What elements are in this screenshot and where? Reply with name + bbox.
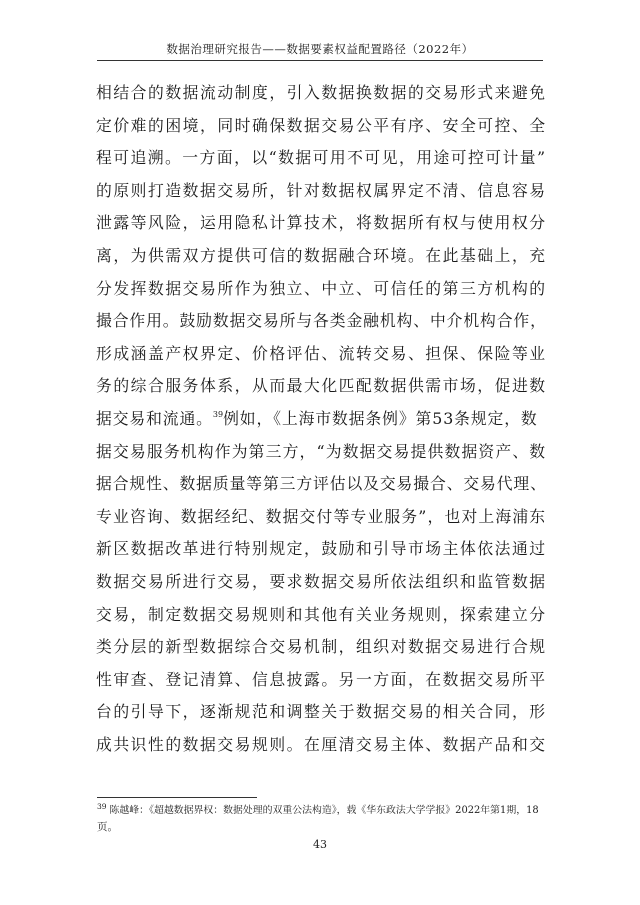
body-line: 数据交易所进行交易，要求数据交易所依法组织和监管数据 bbox=[96, 571, 546, 591]
body-line: 的原则打造数据交易所，针对数据权属界定不清、信息容易 bbox=[96, 180, 546, 200]
body-line-with-footnote-ref bbox=[96, 403, 546, 436]
footnote-text: 陈越峰：《超越数据界权：数据处理的双重公法构造》，载《华东政法大学学报》2022年第1期，18 bbox=[109, 805, 539, 816]
footnote-line bbox=[97, 802, 542, 819]
body-line: 形成涵盖产权界定、价格评估、流转交易、担保、保险等业 bbox=[96, 343, 546, 363]
footnote-number: 39 bbox=[97, 802, 107, 811]
body-line: 据交易服务机构作为第三方，“为数据交易提供数据资产、数 bbox=[96, 441, 546, 461]
body-line: 定价难的困境，同时确保数据交易公平有序、安全可控、全 bbox=[96, 115, 546, 135]
header-rule bbox=[97, 60, 543, 61]
body-line: 程可追溯。一方面，以“数据可用不可见，用途可控可计量” bbox=[96, 148, 546, 168]
body-text bbox=[96, 77, 546, 761]
body-line: 成共识性的数据交易规则。在厘清交易主体、数据产品和交 bbox=[96, 734, 546, 754]
footnote bbox=[97, 802, 542, 836]
body-line: 务的综合服务体系，从而最大化匹配数据供需市场，促进数 bbox=[96, 376, 546, 396]
body-line: 台的引导下，逐渐规范和调整关于数据交易的相关合同，形 bbox=[96, 702, 546, 722]
page-number: 43 bbox=[313, 838, 327, 851]
body-line: 性审查、登记清算、信息披露。另一方面，在数据交易所平 bbox=[96, 669, 546, 689]
body-line: 泄露等风险，运用隐私计算技术，将数据所有权与使用权分 bbox=[96, 213, 546, 233]
body-line: 分发挥数据交易所作为独立、中立、可信任的第三方机构的 bbox=[96, 278, 546, 298]
body-line: 交易，制定数据交易规则和其他有关业务规则，探索建立分 bbox=[96, 604, 546, 624]
body-line: 类分层的新型数据综合交易机制，组织对数据交易进行合规 bbox=[96, 637, 546, 657]
footnote-rule bbox=[97, 797, 257, 798]
body-line: 新区数据改革进行特别规定，鼓励和引导市场主体依法通过 bbox=[96, 539, 546, 559]
body-line: 相结合的数据流动制度，引入数据换数据的交易形式来避免 bbox=[96, 83, 546, 102]
body-line: 离，为供需双方提供可信的数据融合环境。在此基础上，充 bbox=[96, 245, 546, 265]
body-line-segment: 例如，《上海市数据条例》第53条规定，数 bbox=[223, 408, 538, 428]
running-header: 数据治理研究报告——数据要素权益配置路径（2022年） bbox=[166, 42, 474, 56]
footnote-line: 页。 bbox=[97, 821, 118, 833]
body-line-segment: 据交易和流通。 bbox=[96, 408, 213, 428]
footnote-reference[interactable]: 39 bbox=[212, 409, 224, 419]
body-line: 撮合作用。鼓励数据交易所与各类金融机构、中介机构合作， bbox=[96, 311, 547, 331]
body-line: 据合规性、数据质量等第三方评估以及交易撮合、交易代理、 bbox=[96, 474, 547, 494]
body-line: 专业咨询、数据经纪、数据交付等专业服务”，也对上海浦东 bbox=[96, 506, 546, 526]
